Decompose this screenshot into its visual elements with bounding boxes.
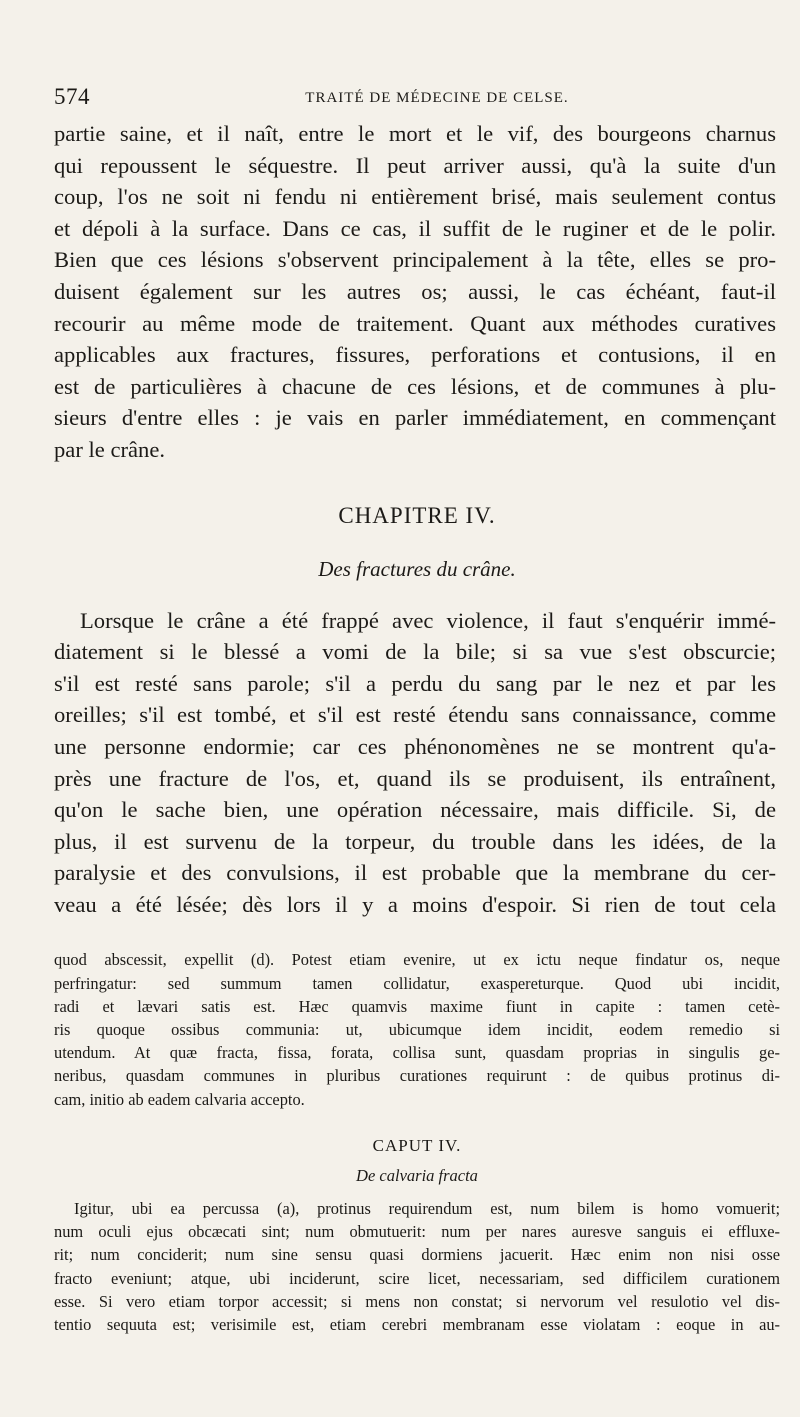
text-line: partie saine, et il naît, entre le mort et le vif, des bourgeons charnus [54, 121, 776, 146]
text-line: s'il est resté sans parole; s'il a perdu du sang par le nez et par les [54, 670, 776, 696]
text-line: qui repoussent le séquestre. Il peut arriver aussi, qu'à la suite d'un [54, 152, 776, 178]
chapter-heading: CHAPITRE IV. [338, 502, 496, 528]
text-line: veau a été lésée; dès lors il y a moins d'espoir. Si rien de tout cela [54, 891, 776, 917]
running-title: TRAITÉ DE MÉDECINE DE CELSE. [305, 90, 569, 106]
text-line: et dépoli à la surface. Dans ce cas, il suffit de le ruginer et de le polir. [54, 215, 776, 241]
text-line: qu'on le sache bien, une opération nécessaire, mais difficile. Si, de [54, 797, 776, 823]
french-paragraph-top [54, 118, 780, 466]
text-line: cam, initio ab eadem calvaria accepto. [54, 1089, 305, 1109]
text-line: num oculi ejus obcæcati sint; num obmutuerit: num per nares auresve sanguis ei effluxe- [54, 1222, 780, 1242]
text-line: recourir au même mode de traitement. Quant aux méthodes curatives [54, 310, 776, 336]
caput-heading: CAPUT IV. [372, 1135, 462, 1155]
text-line: duisent également sur les autres os; aussi, le cas échéant, faut-il [54, 278, 776, 304]
latin-paragraph-top [54, 948, 780, 1110]
text-line: plus, il est survenu de la torpeur, du trouble dans les idées, de la [54, 828, 776, 854]
text-line: Igitur, ubi ea percussa (a), protinus requirendum est, num bilem is homo vomuerit; [74, 1198, 780, 1218]
text-line: sieurs d'entre elles : je vais en parler immédiatement, en commençant [54, 405, 776, 431]
text-line: radi et lævari satis est. Hæc quamvis maxime fiunt in capite : tamen cetè- [54, 996, 780, 1016]
latin-paragraph-chapter [54, 1197, 780, 1336]
latin-text-block [54, 948, 780, 1336]
text-line: ris quoque ossibus communia: ut, ubicumque idem incidit, eodem remedio si [54, 1020, 780, 1040]
text-line: perfringatur: sed summum tamen collidatur, exaspereturque. Quod ubi incidit, [54, 973, 780, 993]
text-line: une personne endormie; car ces phénonomènes ne se montrent qu'a- [54, 733, 776, 759]
text-line: esse. Si vero etiam torpor accessit; si mens non constat; si nervorum vel resulotio vel dis- [54, 1291, 780, 1311]
text-line: près une fracture de l'os, et, quand ils se produisent, ils entraînent, [54, 765, 776, 791]
running-head [54, 84, 780, 118]
text-line: diatement si le blessé a vomi de la bile; si sa vue s'est obscurcie; [54, 639, 776, 665]
text-line: est de particulières à chacune de ces lésions, et de communes à plu- [54, 373, 776, 399]
text-line: neribus, quasdam communes in pluribus curationes requirunt : de quibus protinus di- [54, 1066, 780, 1086]
text-line: fracto eveniunt; atque, ubi inciderunt, scire licet, necessariam, sed difficilem curationem [54, 1268, 780, 1288]
chapter-subtitle: Des fractures du crâne. [318, 556, 516, 581]
page-number: 574 [54, 84, 90, 109]
text-line: quod abscessit, expellit (d). Potest etiam evenire, ut ex ictu neque findatur os, neque [54, 950, 780, 970]
text-line: Bien que ces lésions s'observent principalement à la tête, elles se pro- [54, 247, 776, 273]
text-line: tentio sequuta est; verisimile est, etiam cerebri membranam esse violatam : eoque in au- [54, 1314, 780, 1334]
text-line: coup, l'os ne soit ni fendu ni entièrement brisé, mais seulement contus [54, 184, 776, 210]
caput-subtitle: De calvaria fracta [356, 1165, 478, 1185]
text-line: rit; num conciderit; num sine sensu quasi dormiens jacuerit. Hæc enim non nisi osse [54, 1245, 780, 1265]
text-line: par le crâne. [54, 436, 166, 462]
text-line: paralysie et des convulsions, il est probable que la membrane du cer- [54, 860, 776, 886]
text-line: applicables aux fractures, fissures, perforations et contusions, il en [54, 342, 776, 368]
text-line: Lorsque le crâne a été frappé avec violence, il faut s'enquérir immé- [80, 607, 776, 633]
text-line: oreilles; s'il est tombé, et s'il est resté étendu sans connaissance, comme [54, 702, 776, 728]
text-line: utendum. At quæ fracta, fissa, forata, collisa sunt, quasdam proprias in singulis ge- [54, 1043, 780, 1063]
french-paragraph-chapter [54, 605, 780, 921]
